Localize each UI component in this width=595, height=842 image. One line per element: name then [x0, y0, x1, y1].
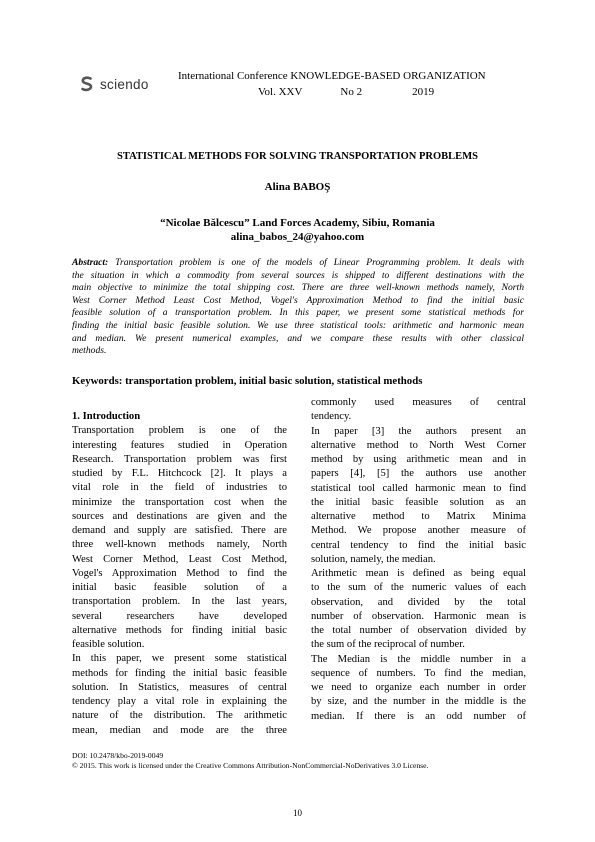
text-line: minimize the transportation cost when the — [72, 496, 287, 508]
sciendo-logo-icon — [80, 76, 94, 92]
paper-title: STATISTICAL METHODS FOR SOLVING TRANSPORTATION PROBLEMS — [117, 151, 478, 162]
abstract-label: Abstract: — [72, 257, 109, 268]
text-line: Method. We propose another measure of — [311, 525, 526, 537]
text-line: Research. Transportation problem was first — [72, 453, 287, 465]
abstract-line: methods. — [72, 345, 107, 357]
text-line: commonly used measures of central — [311, 397, 526, 408]
text-line: In this paper, we present some statistical — [72, 653, 287, 665]
text-line: mean, median and mode are the three — [72, 724, 287, 736]
text-line: we need to organize each number in order — [311, 682, 526, 693]
text-line: The Median is the middle number in a — [311, 653, 526, 665]
text-line: Arithmetic mean is defined as being equal — [311, 568, 526, 579]
text-line: feasible solution. — [72, 639, 145, 650]
text-line: the sum of the reciprocal of number. — [311, 639, 465, 651]
text-line: sources and destinations are given and the — [72, 510, 287, 522]
abstract-line: main objective to minimize the total shipping cost. There are three well-known methods namely, North — [72, 282, 524, 294]
text-line: demand and supply are satisfied. There are — [72, 525, 287, 536]
page-number: 10 — [293, 808, 302, 818]
abstract — [72, 257, 524, 358]
abstract-line: and median. We present numerical examples, and we compare these results with other classical — [72, 332, 524, 344]
author-email: alina_babos_24@yahoo.com — [230, 231, 365, 243]
abstract-line — [72, 257, 524, 270]
text-line: transportation problem. In the last years, — [72, 596, 287, 608]
text-line: In paper [3] the authors present an — [311, 425, 526, 437]
footer-notes — [72, 751, 428, 771]
abstract-line: feasible solution of a transportation problem. In this paper, we present some statistical methods for — [72, 307, 524, 319]
abstract-line: West Corner Method Least Cost Method, Vogel's Approximation Method to find the initial basic — [72, 294, 524, 306]
text-line: methods for finding the initial basic feasible — [72, 667, 287, 679]
text-line: solution. In Statistics, measures of central — [72, 681, 287, 693]
text-line: vital role in the field of industries to — [72, 482, 287, 494]
text-line: central tendency to find the initial basic — [311, 539, 526, 551]
text-line: statistical tool called harmonic mean to find — [311, 482, 526, 494]
volume: Vol. XXV — [258, 86, 303, 98]
text-line: sequence of numbers. To find the median, — [311, 667, 526, 679]
text-line: several researchers have developed — [72, 610, 287, 622]
keywords: Keywords: transportation problem, initial basic solution, statistical methods — [72, 375, 423, 387]
text-line: tendency. — [311, 411, 352, 423]
text-line: alternative methods for finding initial basic — [72, 624, 287, 636]
text-line: tendency play a vital role in explaining the — [72, 696, 287, 707]
section-heading: 1. Introduction — [72, 411, 141, 422]
text-line: Transportation problem is one of the — [72, 425, 287, 437]
column-left — [72, 410, 287, 738]
text-line: Vogel's Approximation Method to find the — [72, 567, 287, 579]
abstract-line: the situation in which a commodity from several sources is shipped to different destinations with the — [72, 269, 524, 281]
text-line: to the sum of the numeric values of each — [311, 582, 526, 594]
text-line: three well-known methods namely, North — [72, 539, 287, 551]
text-line: observation, and divided by the total — [311, 596, 526, 608]
doi: DOI: 10.2478/kbo-2019-0049 — [72, 751, 164, 760]
text-line: the initial basic feasible solution as an — [311, 496, 526, 508]
column-right — [311, 396, 526, 724]
abstract-text: Transportation problem is one of the models of Linear Programming problem. It deals with — [108, 257, 524, 268]
text-line: initial basic feasible solution of a — [72, 582, 287, 593]
affiliation: “Nicolae Bălcescu” Land Forces Academy, Sibiu, Romania — [160, 217, 435, 229]
text-line: papers [4], [5] the authors use another — [311, 468, 526, 480]
text-line: studied by F.L. Hitchcock [2]. It plays a — [72, 468, 287, 479]
conference-name: International Conference KNOWLEDGE-BASED ORGANIZATION — [178, 70, 486, 82]
text-line: number of observation. Harmonic mean is — [311, 610, 526, 622]
text-line: nature of the distribution. The arithmetic — [72, 710, 287, 722]
text-line: solution, namely, the median. — [311, 553, 436, 565]
text-line: the total number of observation divided by — [311, 625, 526, 636]
issue-number: No 2 — [340, 86, 363, 98]
author-affiliation — [0, 216, 595, 244]
abstract-line: finding the initial basic feasible solution. We use three statistical tools: arithmetic and harmonic mean — [72, 319, 524, 331]
text-line: West Corner Method, Least Cost Method, — [72, 553, 287, 565]
text-line: alternative method to Matrix Minima — [311, 511, 526, 522]
logo-text: sciendo — [100, 76, 149, 92]
text-line: by size, and the number in the middle is the — [311, 696, 526, 708]
text-line: method by using arithmetic mean and in — [311, 454, 526, 465]
sciendo-logo — [80, 73, 170, 95]
license-note: © 2015. This work is licensed under the Creative Commons Attribution-NonCommercial-NoDerivatives 3.0 License. — [72, 761, 429, 770]
conference-issue — [258, 86, 434, 98]
author-name: Alina BABOŞ — [264, 181, 331, 193]
text-line: interesting features studied in Operation — [72, 439, 287, 451]
text-line: median. If there is an odd number of — [311, 710, 526, 722]
year: 2019 — [412, 86, 435, 98]
text-line: alternative method to North West Corner — [311, 439, 526, 451]
